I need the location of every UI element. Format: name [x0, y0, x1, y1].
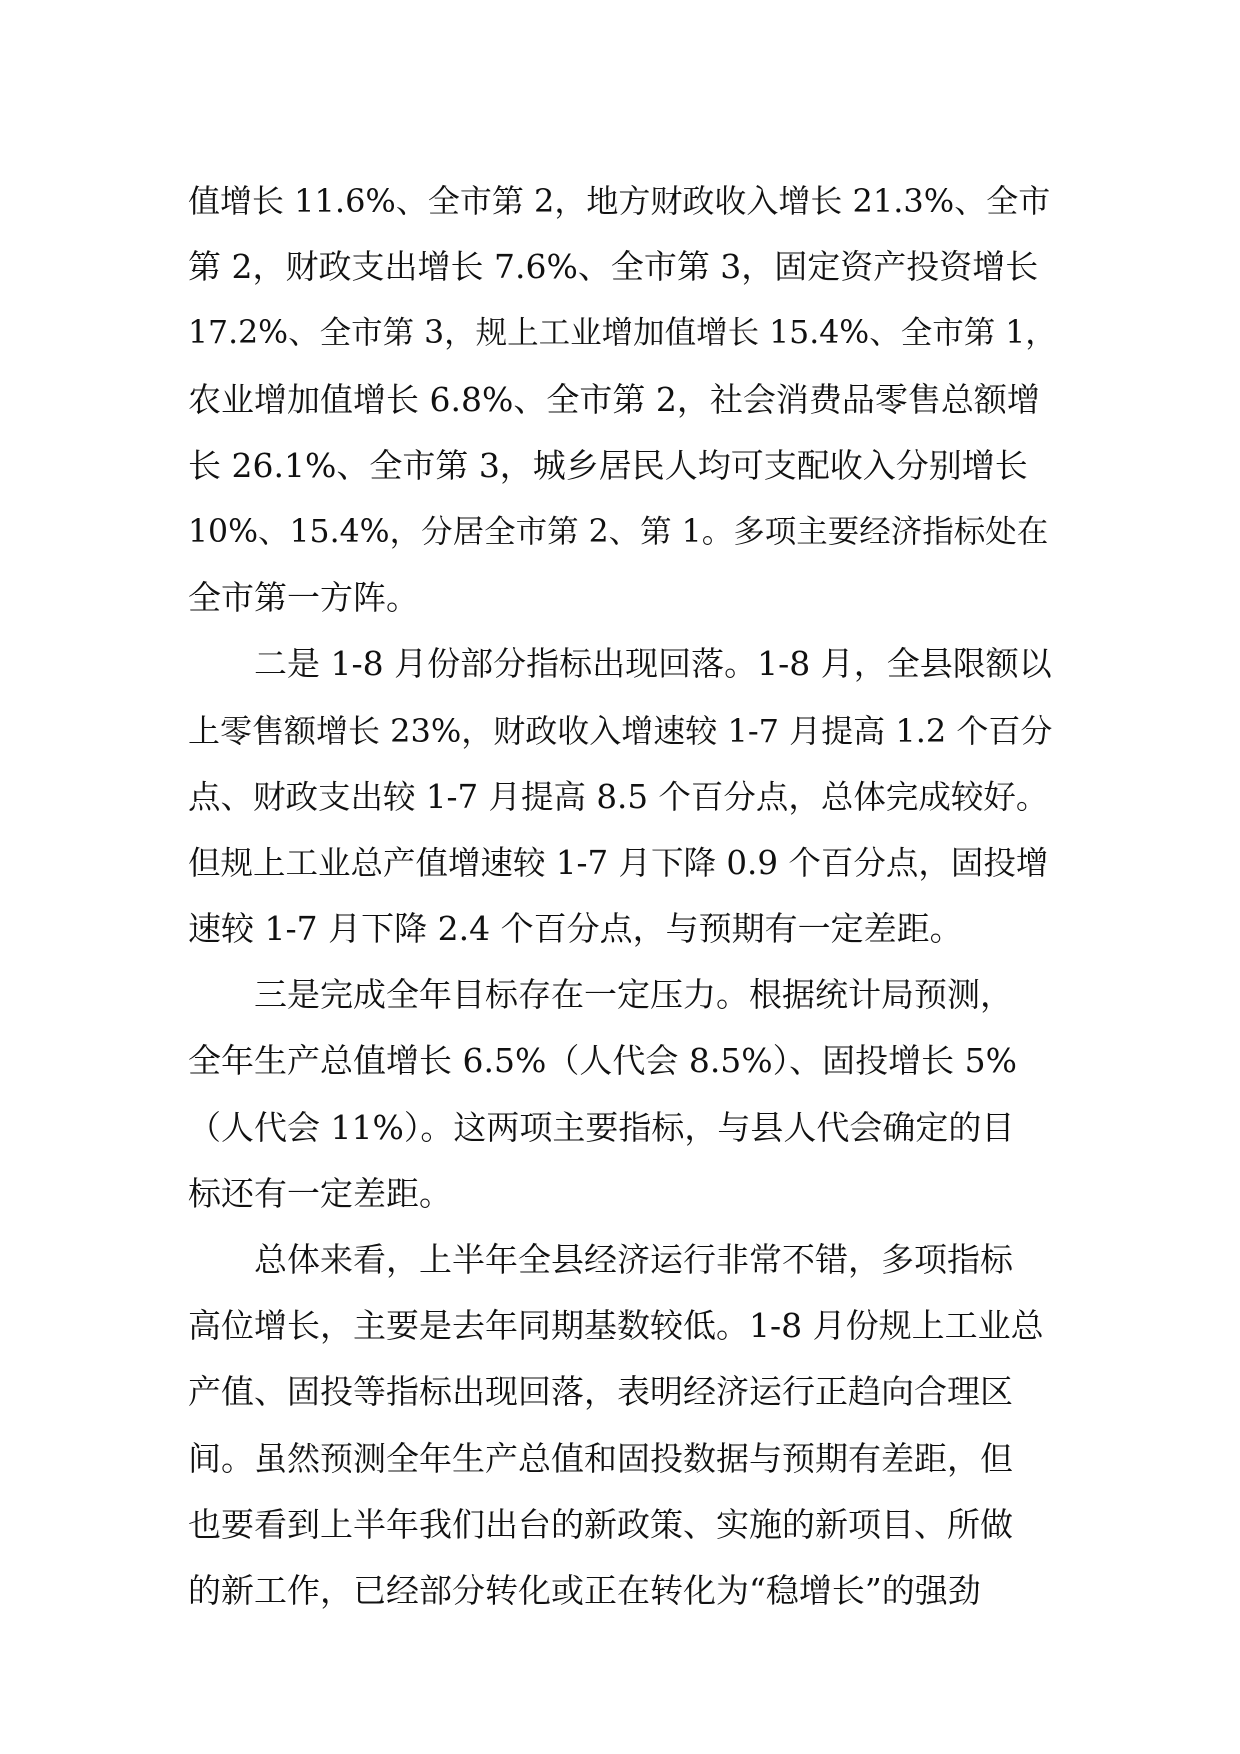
text-line: 上零售额增长 23%，财政收入增速较 1-7 月提高 1.2 个百分 — [188, 711, 1053, 750]
text-line: 速较 1-7 月下降 2.4 个百分点，与预期有一定差距。 — [188, 909, 963, 949]
paragraph-first-line: 三是完成全年目标存在一定压力。根据统计局预测， — [254, 975, 1013, 1015]
text-line: 产值、固投等指标出现回落，表明经济运行正趋向合理区 — [188, 1372, 1013, 1412]
text-line: 的新工作，已经部分转化或正在转化为“稳增长”的强劲 — [188, 1570, 981, 1610]
text-line: 但规上工业总产值增速较 1-7 月下降 0.9 个百分点，固投增 — [188, 843, 1049, 882]
paragraph-first-line: 总体来看，上半年全县经济运行非常不错，多项指标 — [254, 1240, 1013, 1279]
text-line: 点、财政支出较 1-7 月提高 8.5 个百分点，总体完成较好。 — [188, 777, 1049, 816]
text-line: 间。虽然预测全年生产总值和固投数据与预期有差距，但 — [188, 1438, 1013, 1478]
text-line: （人代会 11%）。这两项主要指标，与县人代会确定的目 — [188, 1107, 1015, 1147]
text-line: 第 2，财政支出增长 7.6%、全市第 3，固定资产投资增长 — [188, 247, 1039, 287]
text-line: 全年生产总值增长 6.5%（人代会 8.5%）、固投增长 5% — [188, 1041, 1017, 1081]
text-line: 标还有一定差距。 — [188, 1173, 452, 1213]
text-line: 高位增长，主要是去年同期基数较低。1-8 月份规上工业总 — [188, 1306, 1044, 1346]
text-line: 长 26.1%、全市第 3，城乡居民人均可支配收入分别增长 — [188, 445, 1028, 485]
text-line: 17.2%、全市第 3，规上工业增加值增长 15.4%、全市第 1， — [188, 315, 1057, 352]
text-line: 值增长 11.6%、全市第 2，地方财政收入增长 21.3%、全市 — [188, 182, 1051, 220]
text-line: 10%、15.4%，分居全市第 2、第 1。多项主要经济指标处在 — [188, 513, 1049, 550]
text-line: 也要看到上半年我们出台的新政策、实施的新项目、所做 — [188, 1504, 1013, 1544]
text-line: 全市第一方阵。 — [188, 578, 419, 618]
paragraph-first-line: 二是 1-8 月份部分指标出现回落。1-8 月，全县限额以 — [254, 644, 1052, 684]
text-line: 农业增加值增长 6.8%、全市第 2，社会消费品零售总额增 — [188, 379, 1040, 419]
body-text — [188, 168, 1058, 1624]
